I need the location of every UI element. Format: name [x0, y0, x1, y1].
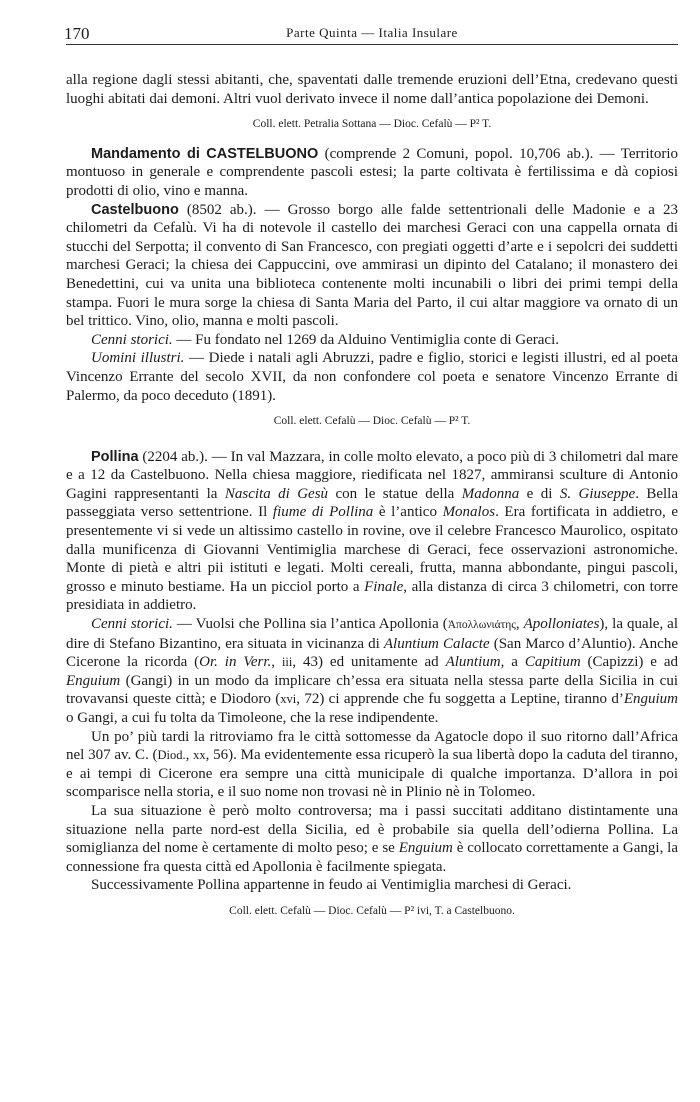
intro-coll-line: Coll. elett. Petralia Sottana — Dioc. Cefalù — P² T. — [252, 118, 492, 131]
page-number: 170 — [64, 24, 90, 43]
pollina-cenni-paragraph: Cenni storici. — Vuolsi che Pollina sia l’antica Apollonia (Ἀπολλωνιάτης, Apolloniates), la quale, al dire di Stefano Bizantino, era situata in vicinanza di Aluntium Calacte (San Marco d’Aluntio). Anche Cicerone la ricorda (Or. in Verr., iii, 43) ed unitamente ad Aluntium, a Capitium (Capizzi) e ad Enguium (Gangi) in un modo da implicare ch’essa era situata nella stessa parte della Sicilia in cui trovavansi queste città; e Diodoro (xvi, 72) ci apprende che fu soggetta a Leptine, tiranno d’Enguium o Gangi, a cui fu tolta da Timoleone, che la rese indipendente. — [66, 616, 679, 726]
situazione-paragraph: La sua situazione è però molto controversa; ma i passi succitati additano distintamente una situazione nella parte nord-est della Sicilia, ed è probabile sia quella dell’odierna Pollina. La somiglianza del nome è certamente di molto peso; e se Enguium è collocato correttamente a Gangi, la connessione fra questa città ed Apollonia è facilmente spiegata. — [66, 802, 678, 875]
agatocle-paragraph: Un po’ più tardi la ritroviamo fra le città sottomesse da Agatocle dopo il suo ritorno dall’Africa nel 307 av. C. (Diod., xx, 56). Ma evidentemente essa ricuperò la sua libertà dopo la caduta del tiranno, e ai tempi di Cicerone era sempre una città municipale di qualche importanza. D’allora in poi scomparisce nella storia, e il suo nome non trovasi nè in Plinio nè in Tolomeo. — [66, 728, 679, 801]
running-header — [66, 18, 678, 44]
castelbuono-cenni: Cenni storici. — Fu fondato nel 1269 da Alduino Ventimiglia conte di Geraci. — [91, 331, 559, 348]
greek-term: Ἀπολλωνιάτης — [447, 619, 516, 632]
intro-paragraph: alla regione dagli stessi abitanti, che, spaventati dalle tremende eruzioni dell’Etna, credevano questi luoghi abitati dai demoni. Altri vuol derivato invece il nome dall’antica popolazione dei Demoni. — [66, 72, 678, 107]
pollina-paragraph: Pollina (2204 ab.). — In val Mazzara, in colle molto elevato, a poco più di 3 chilometri dal mare e a 12 da Castelbuono. Nella chiesa maggiore, riedificata nel 1827, ammiransi sculture di Antonio Gagini rappresentanti la Nascita di Gesù con le statue della Madonna e di S. Giuseppe. Bella passeggiata verso settentrione. Il fiume di Pollina è l’antico Monalos. Era fortificata in addietro, e presentemente vi si vede un altissimo castello in rovine, ove il celebre Francesco Maurolico, ospitato dalla munificenza di Giovanni Ventimiglia marchese di Geraci, fece osservazioni astronomiche. Monte di pietà e altri pii istituti e legati. Molti cereali, frutta, manna abbondante, pingui pascoli, grosso e minuto bestiame. Ha un picciol porto a Finale, alla distanza di circa 3 chilometri, con torre presidiata in addietro. — [66, 448, 679, 614]
mandamento-name: CASTELBUONO — [206, 145, 319, 162]
running-title: Parte Quinta — Italia Insulare — [286, 25, 458, 40]
mandamento-lead: Mandamento di — [91, 145, 200, 162]
castelbuono-coll-line: Coll. elett. Cefalù — Dioc. Cefalù — P² T. — [273, 415, 471, 428]
castelbuono-uomini: Uomini illustri. — Diede i natali agli Abruzzi, padre e figlio, storici e legisti illustri, ed al poeta Vincenzo Errante del secolo XVII, da non confondere col poeta e senatore Vincenzo Errante di Palermo, da poco deceduto (1891). — [66, 350, 678, 404]
page-body — [66, 44, 678, 921]
feudo-paragraph: Successivamente Pollina appartenne in feudo ai Ventimiglia marchesi di Geraci. — [91, 877, 572, 894]
castelbuono-paragraph: Castelbuono (8502 ab.). — Grosso borgo alle falde settentrionali delle Madonie e a 23 chilometri da Cefalù. Vi ha di notevole il castello dei marchesi Geraci con una cappella ornata di stucchi del Serpotta; il convento di San Francesco, con pregiati oggetti d’arte e i sepolcri dei suddetti marchesi Geraci; la chiesa dei Cappuccini, ove ammirasi un dipinto del Catalano; il monastero dei Benedettini, cui va unita una biblioteca contenente molti incunabili o libri dei primi tempi della stampa. Fuori le mura sorge la chiesa di Santa Maria del Parto, il cui altar maggiore va ornato di un bel trittico. Vino, olio, manna e molti pascoli. — [66, 201, 678, 330]
page — [66, 18, 678, 932]
castelbuono-name: Castelbuono — [91, 201, 179, 218]
header-rule — [66, 44, 678, 45]
pollina-name: Pollina — [91, 448, 139, 465]
pollina-coll-line: Coll. elett. Cefalù — Dioc. Cefalù — P² ivi, T. a Castelbuono. — [229, 904, 515, 917]
mandamento-paragraph: Mandamento di CASTELBUONO (comprende 2 Comuni, popol. 10,706 ab.). — Territorio montuoso in generale e comprendente pascoli estesi; la parte coltivata è fertilissima e dà copiosi prodotti di olio, vino e manna. — [66, 145, 679, 199]
